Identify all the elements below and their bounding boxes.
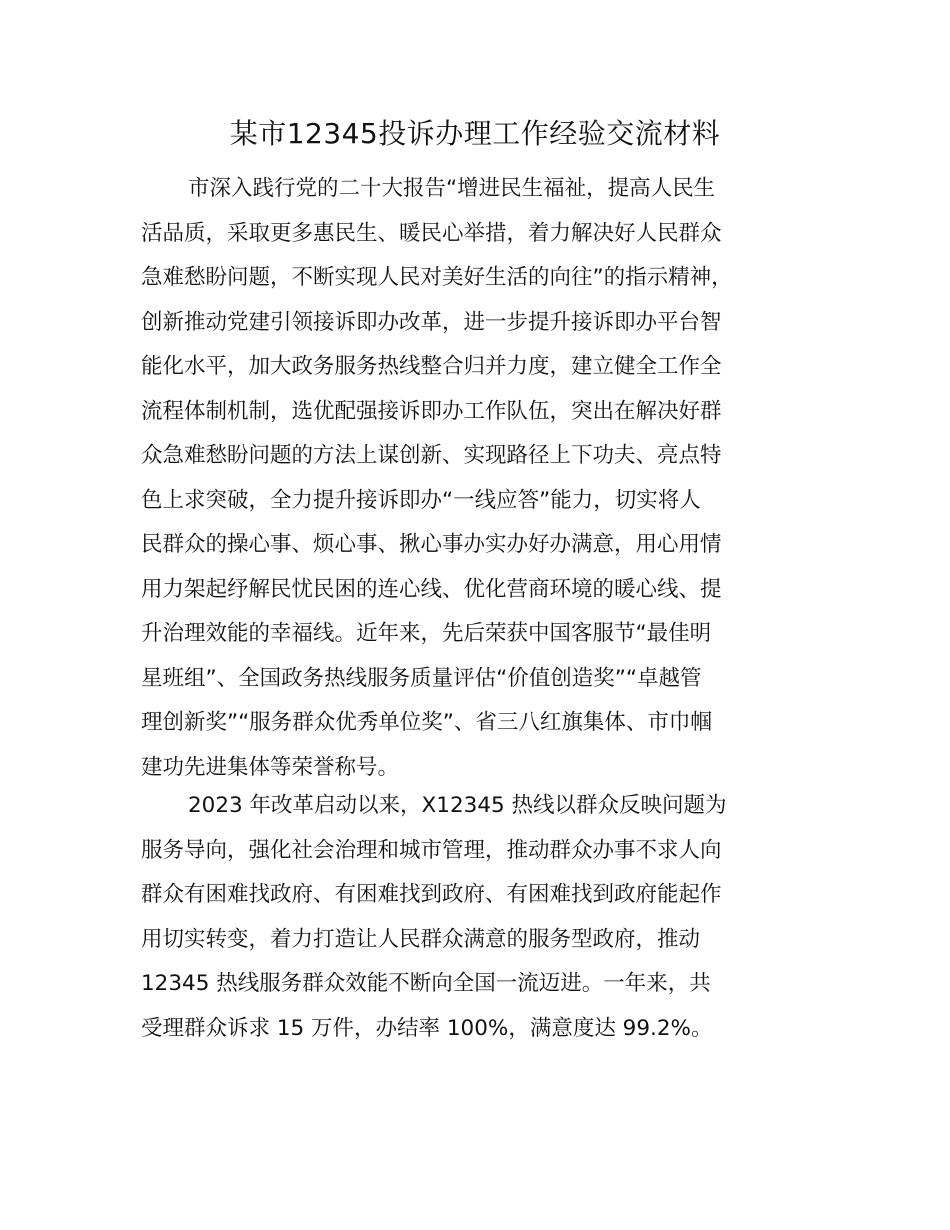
paragraph-line: 色上求突破，全力提升接诉即办“一线应答”能力，切实将人 — [141, 487, 701, 513]
paragraph-line: 受理群众诉求 15 万件，办结率 100%，满意度达 99.2%。 — [141, 1015, 713, 1041]
paragraph-line: 民群众的操心事、烦心事、揪心事办实办好办满意，用心用情 — [141, 532, 722, 557]
paragraph-line: 用切实转变，着力打造让人民群众满意的服务型政府，推动 — [141, 926, 701, 952]
paragraph-2 — [141, 784, 727, 1051]
paragraph-line: 创新推动党建引领接诉即办改革，进一步提升接诉即办平台智 — [141, 309, 722, 335]
paragraph-line: 星班组”、全国政务热线服务质量评估“价值创造奖”“卓越管 — [141, 665, 702, 691]
paragraph-line: 众急难愁盼问题的方法上谋创新、实现路径上下功夫、亮点特 — [141, 443, 722, 468]
paragraph-line: 市深入践行党的二十大报告“增进民生福祉，提高人民生 — [188, 176, 716, 201]
paragraph-line: 活品质，采取更多惠民生、暖民心举措，着力解决好人民群众 — [141, 220, 722, 246]
paragraph-1 — [141, 167, 733, 790]
paragraph-line: 建功先进集体等荣誉称号。 — [141, 754, 400, 780]
paragraph-line: 升治理效能的幸福线。近年来，先后荣获中国客服节“最佳明 — [141, 621, 712, 646]
paragraph-line: 流程体制机制，选优配强接诉即办工作队伍，突出在解决好群 — [141, 398, 722, 424]
paragraph-line: 用力架起纾解民忧民困的连心线、优化营商环境的暖心线、提 — [141, 576, 722, 602]
document-title: 某市12345投诉办理工作经验交流材料 — [229, 117, 721, 150]
paragraph-line: 服务导向，强化社会治理和城市管理，推动群众办事不求人向 — [141, 837, 722, 863]
paragraph-line: 理创新奖”“服务群众优秀单位奖”、省三八红旗集体、市巾帼 — [141, 710, 712, 735]
paragraph-line: 2023 年改革启动以来，X12345 热线以群众反映问题为 — [188, 793, 727, 818]
paragraph-line: 群众有困难找政府、有困难找到政府、有困难找到政府能起作 — [141, 882, 722, 907]
paragraph-line: 12345 热线服务群众效能不断向全国一流迈进。一年来，共 — [141, 971, 711, 996]
paragraph-line: 急难愁盼问题，不断实现人民对美好生活的向往”的指示精神， — [141, 265, 733, 290]
paragraph-line: 能化水平，加大政务服务热线整合归并力度，建立健全工作全 — [141, 354, 722, 379]
